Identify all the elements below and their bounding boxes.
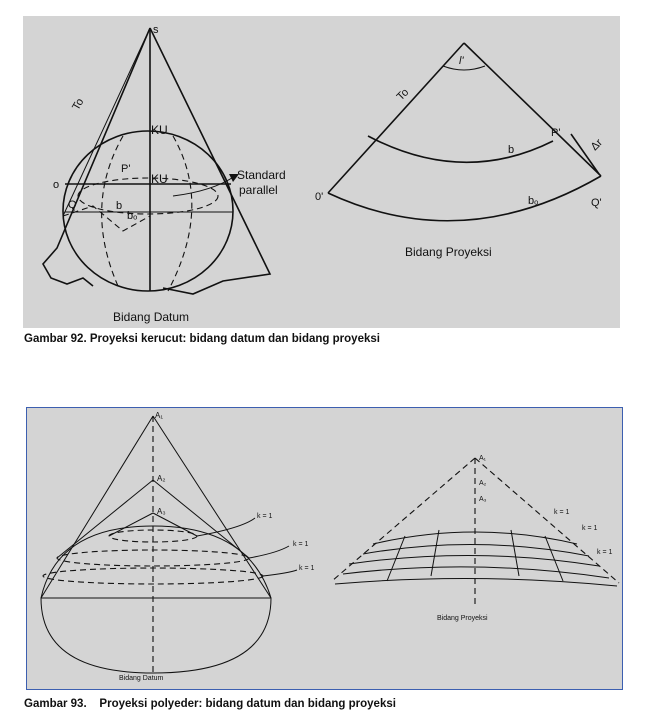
label-to-right: To: [394, 86, 412, 104]
label-a3: A₃: [157, 507, 166, 516]
label-bidang-proyeksi-93: Bidang Proyeksi: [437, 615, 488, 622]
cone3-left: [109, 513, 153, 536]
label-o-prime: 0': [315, 191, 324, 203]
label-b0: bₒ: [127, 210, 138, 222]
label-bidang-datum: Bidang Datum: [113, 310, 190, 324]
label-a3-right: A₃: [479, 496, 487, 503]
fan-band-3-bottom: [335, 578, 617, 586]
sphere-outline: [63, 131, 233, 291]
figure-92-conic-projection: [23, 16, 620, 328]
label-apex: s: [153, 24, 159, 36]
label-q: Q: [68, 199, 77, 211]
slant-line: [63, 28, 150, 216]
label-standard: Standard: [237, 168, 286, 182]
label-delta-r: Δr: [588, 136, 605, 154]
label-a1-right: A₁: [479, 455, 487, 462]
k-line-3: [263, 570, 297, 576]
label-l-prime: l': [459, 55, 464, 67]
figure-92-diagram: [23, 16, 620, 328]
cone1-right: [153, 416, 271, 598]
label-ku-top: KU: [151, 123, 168, 137]
fan-left-dashed: [332, 458, 475, 581]
fan-band-2-bottom: [343, 567, 609, 578]
arc-b: [368, 136, 553, 162]
label-b0-right: bₒ: [528, 195, 539, 207]
figure-92-caption: Gambar 92. Proyeksi kerucut: bidang datum dan bidang proyeksi: [24, 333, 380, 345]
cone-right-edge: [150, 28, 270, 294]
label-b-right: b: [508, 144, 515, 156]
label-q-prime: Q': [591, 197, 602, 209]
label-b: b: [116, 200, 123, 212]
fan-right-edge: [464, 43, 601, 176]
label-p-right: P': [551, 127, 561, 139]
label-bidang-datum-93: Bidang Datum: [119, 675, 164, 682]
label-p-prime: P': [121, 163, 131, 175]
cone2-left: [57, 480, 153, 558]
cone-left-edge: [43, 28, 150, 286]
k-line-2: [249, 546, 289, 558]
angle-arc: [443, 66, 485, 70]
figure-93-caption: Gambar 93. Proyeksi polyeder: bidang datum dan bidang proyeksi: [24, 698, 396, 710]
label-slant: To: [70, 96, 87, 113]
figure-93-polyhedric-projection: [26, 407, 623, 690]
fan-right-dashed: [475, 458, 619, 583]
arc-b0: [328, 176, 601, 221]
label-a2-right: A₂: [479, 480, 487, 487]
label-bidang-proyeksi: Bidang Proyeksi: [405, 245, 492, 259]
label-k1: k = 1: [257, 513, 273, 520]
fan-band-1-bottom: [363, 544, 589, 556]
sphere-lower: [41, 598, 271, 673]
label-k3: k = 1: [299, 565, 315, 572]
label-k2: k = 1: [293, 541, 309, 548]
fan-band-2-top: [349, 555, 599, 566]
figure-93-diagram: [27, 408, 623, 690]
label-k2-right: k = 1: [582, 525, 598, 532]
label-parallel: parallel: [239, 183, 278, 197]
label-o: o: [53, 179, 60, 191]
label-k1-right: k = 1: [554, 509, 570, 516]
label-a1: A₁: [155, 411, 164, 420]
label-k3-right: k = 1: [597, 549, 613, 556]
label-a2: A₂: [157, 474, 166, 483]
label-ku-mid: KU: [151, 172, 168, 186]
cone1-left: [41, 416, 153, 598]
fan-left-edge: [328, 43, 464, 193]
